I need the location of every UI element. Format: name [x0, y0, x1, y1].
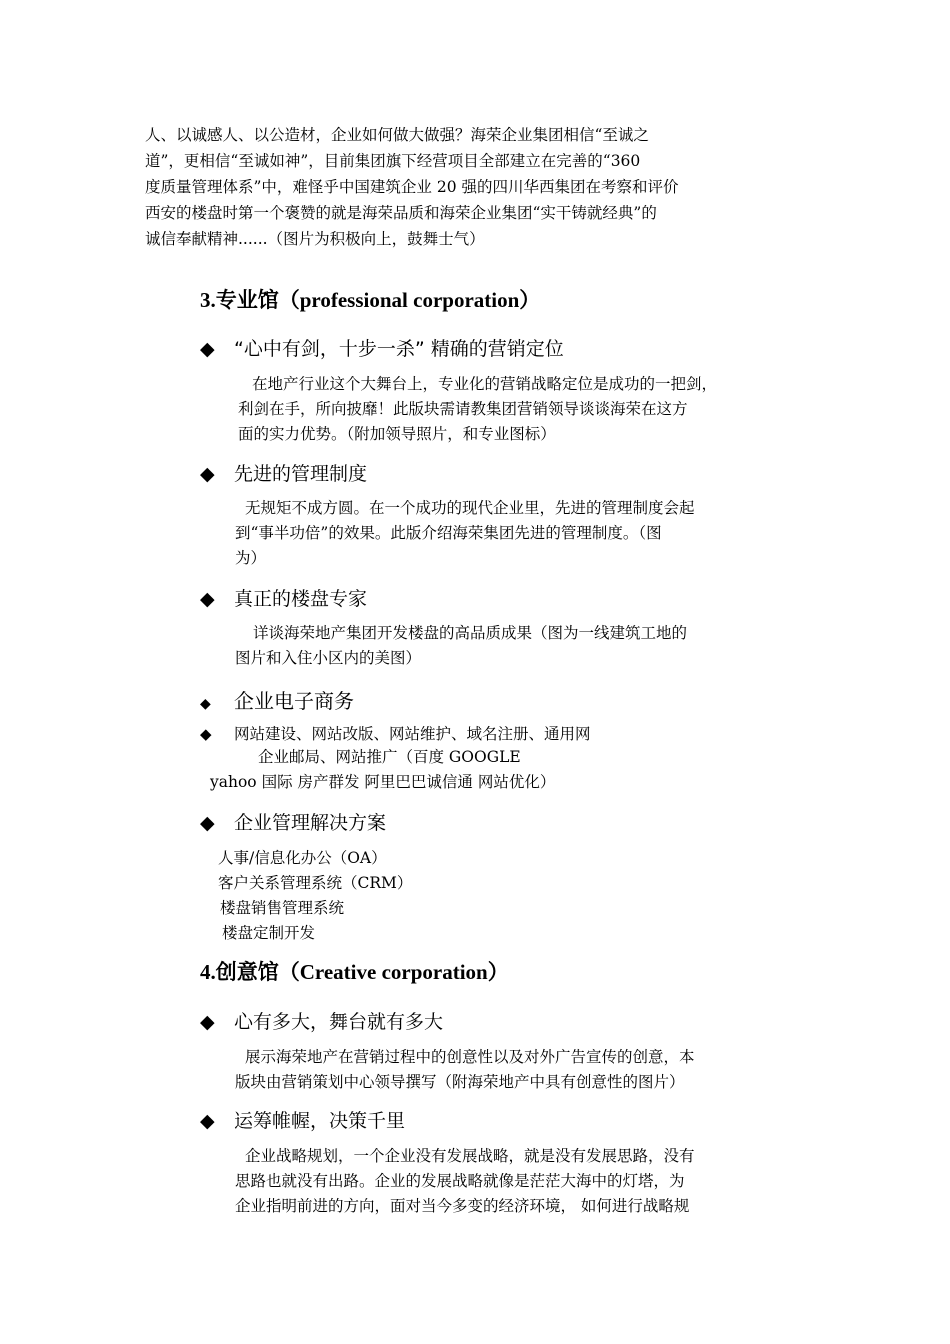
bullet-item: [200, 459, 367, 486]
bullet-item: [200, 584, 367, 611]
paragraph: [235, 621, 687, 671]
section-heading-professional: 3.专业馆（professional corporation）: [200, 288, 541, 312]
list-item: 楼盘销售管理系统: [220, 899, 345, 917]
diamond-bullet-icon: ◆: [200, 588, 215, 610]
paragraph: [235, 1045, 695, 1095]
diamond-bullet-icon: ◆: [200, 1011, 215, 1033]
bullet-text: 先进的管理制度: [234, 463, 368, 485]
text-line: 展示海荣地产在营销过程中的创意性以及对外广告宣传的创意，本: [245, 1048, 695, 1066]
list-item: 楼盘定制开发: [222, 924, 316, 942]
bullet-item: [200, 334, 564, 361]
text-line: 版块由营销策划中心领导撰写（附海荣地产中具有创意性的图片）: [235, 1073, 685, 1091]
bullet-item: [200, 685, 354, 714]
paragraph: [238, 372, 717, 447]
bullet-text: 运筹帷幄，决策千里: [234, 1110, 406, 1132]
bullet-item: [200, 808, 386, 835]
list-item: 人事/信息化办公（OA）: [218, 849, 387, 867]
solutions-list: [218, 846, 412, 946]
text-line: 度质量管理体系”中，难怪乎中国建筑企业 20 强的四川华西集团在考察和评价: [145, 178, 679, 196]
diamond-bullet-icon: ◆: [200, 338, 215, 360]
bullet-item: [200, 1007, 443, 1034]
text-line: 企业战略规划，一个企业没有发展战略，就是没有发展思路，没有: [245, 1147, 695, 1165]
text-line: 利剑在手，所向披靡！此版块需请教集团营销领导谈谈海荣在这方: [238, 400, 688, 418]
text-line: 诚信奉献精神......（图片为积极向上，鼓舞士气）: [145, 230, 485, 248]
text-line: 企业邮局、网站推广（百度 GOOGLE: [258, 748, 521, 766]
text-line: 人、以诚感人、以公造材，企业如何做大做强？海荣企业集团相信“至诚之: [145, 126, 649, 144]
bullet-text: 企业电子商务: [234, 689, 354, 713]
text-line: 在地产行业这个大舞台上，专业化的营销战略定位是成功的一把剑，: [252, 375, 718, 393]
bullet-text: “心中有剑，十步一杀” 精确的营销定位: [234, 338, 564, 360]
diamond-bullet-icon: ◆: [200, 463, 215, 485]
text-line: 面的实力优势。（附加领导照片，和专业图标）: [238, 425, 556, 443]
diamond-bullet-icon: ◆: [200, 696, 211, 712]
text-line: 详谈海荣地产集团开发楼盘的高品质成果（图为一线建筑工地的: [253, 624, 688, 642]
text-line: yahoo 国际 房产群发 阿里巴巴诚信通 网站优化）: [210, 773, 556, 791]
bullet-item: [200, 1106, 405, 1133]
text-line: 道”，更相信“至诚如神”，目前集团旗下经营项目全部建立在完善的“360: [145, 152, 641, 170]
text-line: 到“事半功倍”的效果。此版介绍海荣集团先进的管理制度。（图: [235, 524, 662, 542]
diamond-bullet-icon: ◆: [200, 725, 212, 743]
paragraph: [210, 745, 555, 795]
paragraph: [235, 496, 695, 571]
intro-paragraph: [145, 122, 825, 252]
bullet-text: 网站建设、网站改版、网站维护、域名注册、通用网: [234, 725, 591, 743]
diamond-bullet-icon: ◆: [200, 1110, 215, 1132]
text-line: 企业指明前进的方向，面对当今多变的经济环境， 如何进行战略规: [235, 1197, 690, 1215]
text-line: 思路也就没有出路。企业的发展战略就像是茫茫大海中的灯塔，为: [235, 1172, 685, 1190]
bullet-text: 真正的楼盘专家: [234, 588, 368, 610]
bullet-item: [200, 722, 591, 744]
list-item: 客户关系管理系统（CRM）: [218, 874, 413, 892]
bullet-text: 心有多大，舞台就有多大: [234, 1011, 444, 1033]
bullet-text: 企业管理解决方案: [234, 812, 387, 834]
diamond-bullet-icon: ◆: [200, 812, 215, 834]
text-line: 图片和入住小区内的美图）: [235, 649, 422, 667]
text-line: 为）: [235, 549, 267, 567]
section-heading-creative: 4.创意馆（Creative corporation）: [200, 960, 509, 984]
paragraph: [235, 1144, 695, 1219]
text-line: 西安的楼盘时第一个褒赞的就是海荣品质和海荣企业集团“实干铸就经典”的: [145, 204, 657, 222]
text-line: 无规矩不成方圆。在一个成功的现代企业里，先进的管理制度会起: [245, 499, 695, 517]
